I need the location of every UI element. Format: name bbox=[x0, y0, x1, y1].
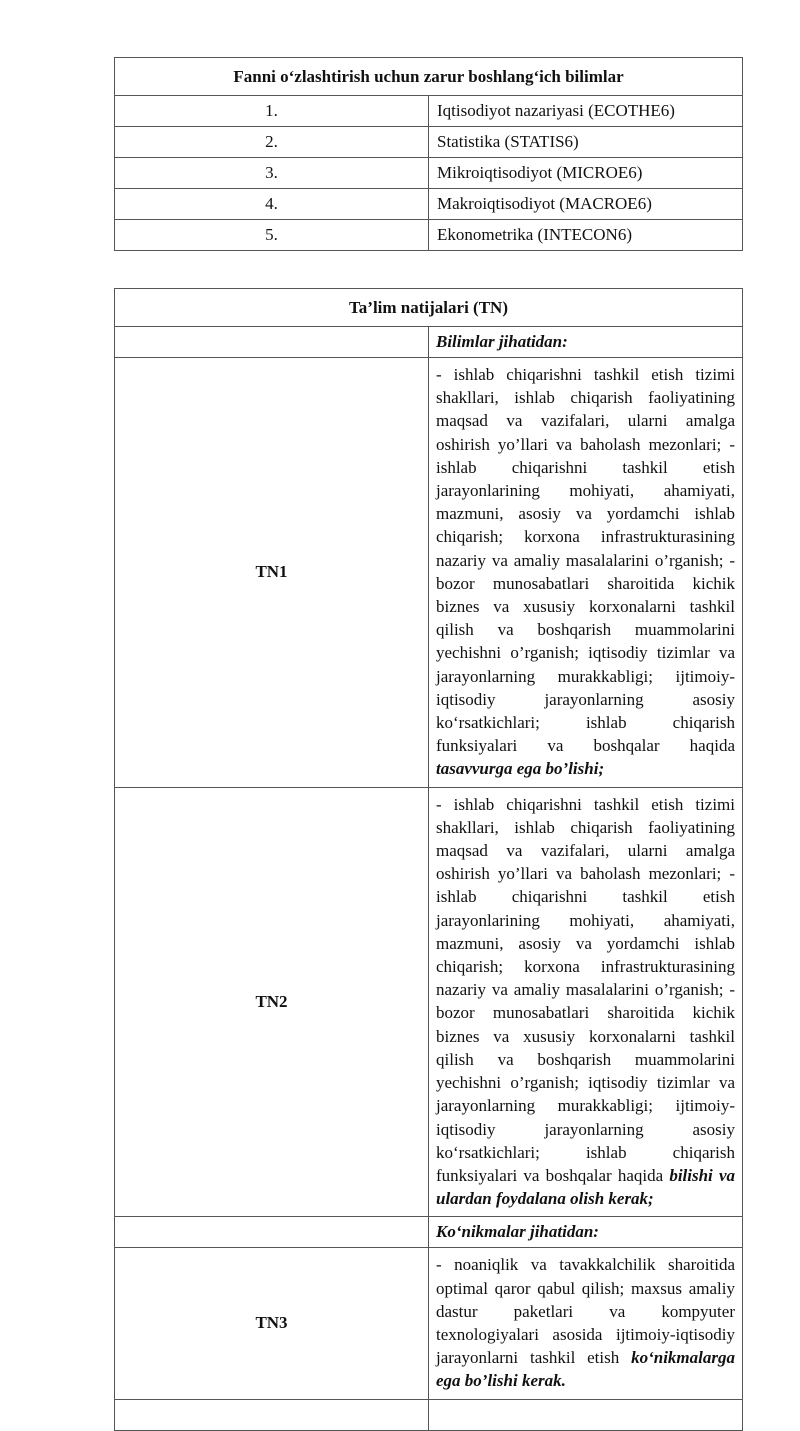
empty-cell bbox=[115, 327, 429, 358]
course-name: Statistika (STATIS6) bbox=[429, 127, 743, 158]
outcome-description bbox=[429, 1248, 743, 1399]
empty-cell bbox=[115, 1217, 429, 1248]
outcome-text: - ishlab chiqarishni tashkil etish tizimi shakllari, ishlab chiqarish faoliyatining maqsad va vazifalari, ularni amalga oshirish yo’llari va baholash mezonlari; - ishlab chiqarishni tashkil etish jarayonlarining mohiyati, ahamiyati, mazmuni, asosiy va yordamchi ishlab chiqarish; korxona infrastrukturasining nazariy va amaliy masalalarini o’rganish; - bozor munosabatlari sharoitida kichik biznes va xususiy korxonalarni tashkil qilish va boshqarish muammolarini yechishni o’rganish; iqtisodiy tizimlar va jarayonlarning murakkabligi; ijtimoiy-iqtisodiy jarayonlarning asosiy ko‘rsatkichlari; ishlab chiqarish funksiyalari va boshqalar haqida bbox=[436, 365, 735, 756]
knowledge-heading: Bilimlar jihatidan: bbox=[429, 327, 743, 358]
outcome-text: - noaniqlik va tavakkalchilik sharoitida optimal qaror qabul qilish; maxsus amaliy dastur paketlari va kompyuter texnologiyalari asosida ijtimoiy-iqtisodiy jarayonlarni tashkil etish bbox=[436, 1255, 735, 1368]
outcome-text: - ishlab chiqarishni tashkil etish tizimi shakllari, ishlab chiqarish faoliyatining maqsad va vazifalari, ularni amalga oshirish yo’llari va baholash mezonlari; - ishlab chiqarishni tashkil etish jarayonlarining mohiyati, ahamiyati, mazmuni, asosiy va yordamchi ishlab chiqarish; korxona infrastrukturasining nazariy va amaliy masalalarini o’rganish; - bozor munosabatlari sharoitida kichik biznes va xususiy korxonalarni tashkil qilish va boshqarish muammolarini yechishni o’rganish; iqtisodiy tizimlar va jarayonlarning murakkabligi; ijtimoiy-iqtisodiy jarayonlarning asosiy ko‘rsatkichlari; ishlab chiqarish funksiyalari va boshqalar haqida bbox=[436, 794, 735, 1185]
outcome-code: TN1 bbox=[115, 358, 429, 788]
skills-subheader-row bbox=[115, 1217, 743, 1248]
row-number: 5. bbox=[115, 220, 429, 251]
outcomes-title: Ta’lim natijalari (TN) bbox=[115, 289, 743, 327]
skills-heading: Ko‘nikmalar jihatidan: bbox=[429, 1217, 743, 1248]
course-name: Iqtisodiyot nazariyasi (ECOTHE6) bbox=[429, 96, 743, 127]
empty-cell bbox=[429, 1399, 743, 1430]
outcome-emphasis: tasavvurga ega bo’lishi; bbox=[436, 759, 605, 779]
row-number: 4. bbox=[115, 189, 429, 220]
table-row bbox=[115, 96, 743, 127]
knowledge-subheader-row bbox=[115, 327, 743, 358]
course-name: Mikroiqtisodiyot (MICROE6) bbox=[429, 158, 743, 189]
empty-row bbox=[115, 1399, 743, 1430]
outcome-emphasis: ko‘nikmalarga ega bo’lishi kerak. bbox=[436, 1348, 735, 1391]
prerequisites-header-row bbox=[115, 58, 743, 96]
learning-outcomes-table bbox=[114, 288, 743, 1431]
row-number: 2. bbox=[115, 127, 429, 158]
row-number: 1. bbox=[115, 96, 429, 127]
row-number: 3. bbox=[115, 158, 429, 189]
outcomes-header-row bbox=[115, 289, 743, 327]
prerequisites-title: Fanni o‘zlashtirish uchun zarur boshlang‘ich bilimlar bbox=[115, 58, 743, 96]
outcome-row bbox=[115, 358, 743, 788]
course-name: Ekonometrika (INTECON6) bbox=[429, 220, 743, 251]
table-row bbox=[115, 158, 743, 189]
prerequisites-table bbox=[114, 57, 743, 251]
outcome-row bbox=[115, 787, 743, 1217]
table-row bbox=[115, 189, 743, 220]
outcome-emphasis: bilishi va ulardan foydalana olish kerak; bbox=[436, 1165, 735, 1209]
course-name: Makroiqtisodiyot (MACROE6) bbox=[429, 189, 743, 220]
outcome-code: TN3 bbox=[115, 1248, 429, 1399]
table-row bbox=[115, 127, 743, 158]
outcome-description bbox=[429, 787, 743, 1217]
outcome-code: TN2 bbox=[115, 787, 429, 1217]
outcome-description bbox=[429, 358, 743, 788]
table-row bbox=[115, 220, 743, 251]
outcome-row bbox=[115, 1248, 743, 1399]
empty-cell bbox=[115, 1399, 429, 1430]
